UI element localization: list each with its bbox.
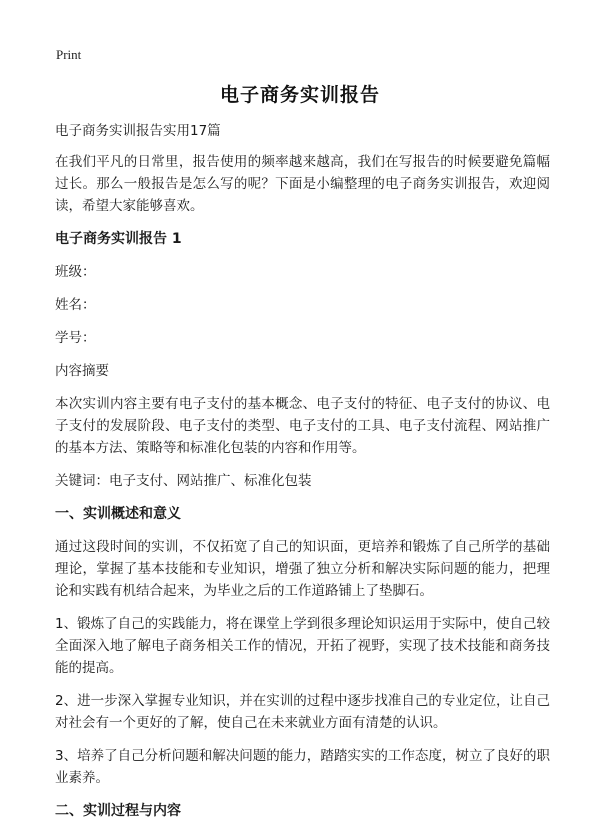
class-field: 班级： xyxy=(55,264,96,280)
print-label: Print xyxy=(56,47,82,62)
document-body xyxy=(55,120,550,833)
document-title: 电子商务实训报告 xyxy=(219,84,380,106)
abstract-label: 内容摘要 xyxy=(55,363,109,379)
abstract-paragraph: 本次实训内容主要有电子支付的基本概念、电子支付的特征、电子支付的协议、电子支付的发展阶段、电子支付的类型、电子支付的工具、电子支付流程、网站推广的基本方法、策略等和标准化包装的内容和作用等。 xyxy=(55,396,550,456)
point-3-paragraph: 3、培养了自己分析问题和解决问题的能力，踏踏实实的工作态度，树立了良好的职业素养。 xyxy=(55,748,550,786)
section-2-heading: 二、实训过程与内容 xyxy=(55,803,181,819)
point-1-paragraph: 1、锻炼了自己的实践能力，将在课堂上学到很多理论知识运用于实际中，使自己较全面深入地了解电子商务相关工作的情况，开拓了视野，实现了技术技能和商务技能的提高。 xyxy=(55,616,550,676)
keywords-line: 关键词：电子支付、网站推广、标准化包装 xyxy=(55,473,312,489)
intro-paragraph: 在我们平凡的日常里，报告使用的频率越来越高，我们在写报告的时候要避免篇幅过长。那么一般报告是怎么写的呢？下面是小编整理的电子商务实训报告，欢迎阅读，希望大家能够喜欢。 xyxy=(55,154,550,214)
name-field: 姓名： xyxy=(55,297,96,313)
point-2-paragraph: 2、进一步深入掌握专业知识，并在实训的过程中逐步找准自己的专业定位，让自己对社会有一个更好的了解，使自己在未来就业方面有清楚的认识。 xyxy=(55,693,550,731)
section-1-heading: 一、实训概述和意义 xyxy=(55,506,181,522)
student-id-field: 学号： xyxy=(55,330,96,346)
document-subtitle: 电子商务实训报告实用17篇 xyxy=(55,123,221,139)
section-1-paragraph: 通过这段时间的实训，不仅拓宽了自己的知识面，更培养和锻炼了自己所学的基础理论，掌握了基本技能和专业知识，增强了独立分析和解决实际问题的能力，把理论和实践有机结合起来，为毕业之后的工作道路铺上了垫脚石。 xyxy=(55,539,550,599)
report-1-heading: 电子商务实训报告 1 xyxy=(55,231,182,247)
